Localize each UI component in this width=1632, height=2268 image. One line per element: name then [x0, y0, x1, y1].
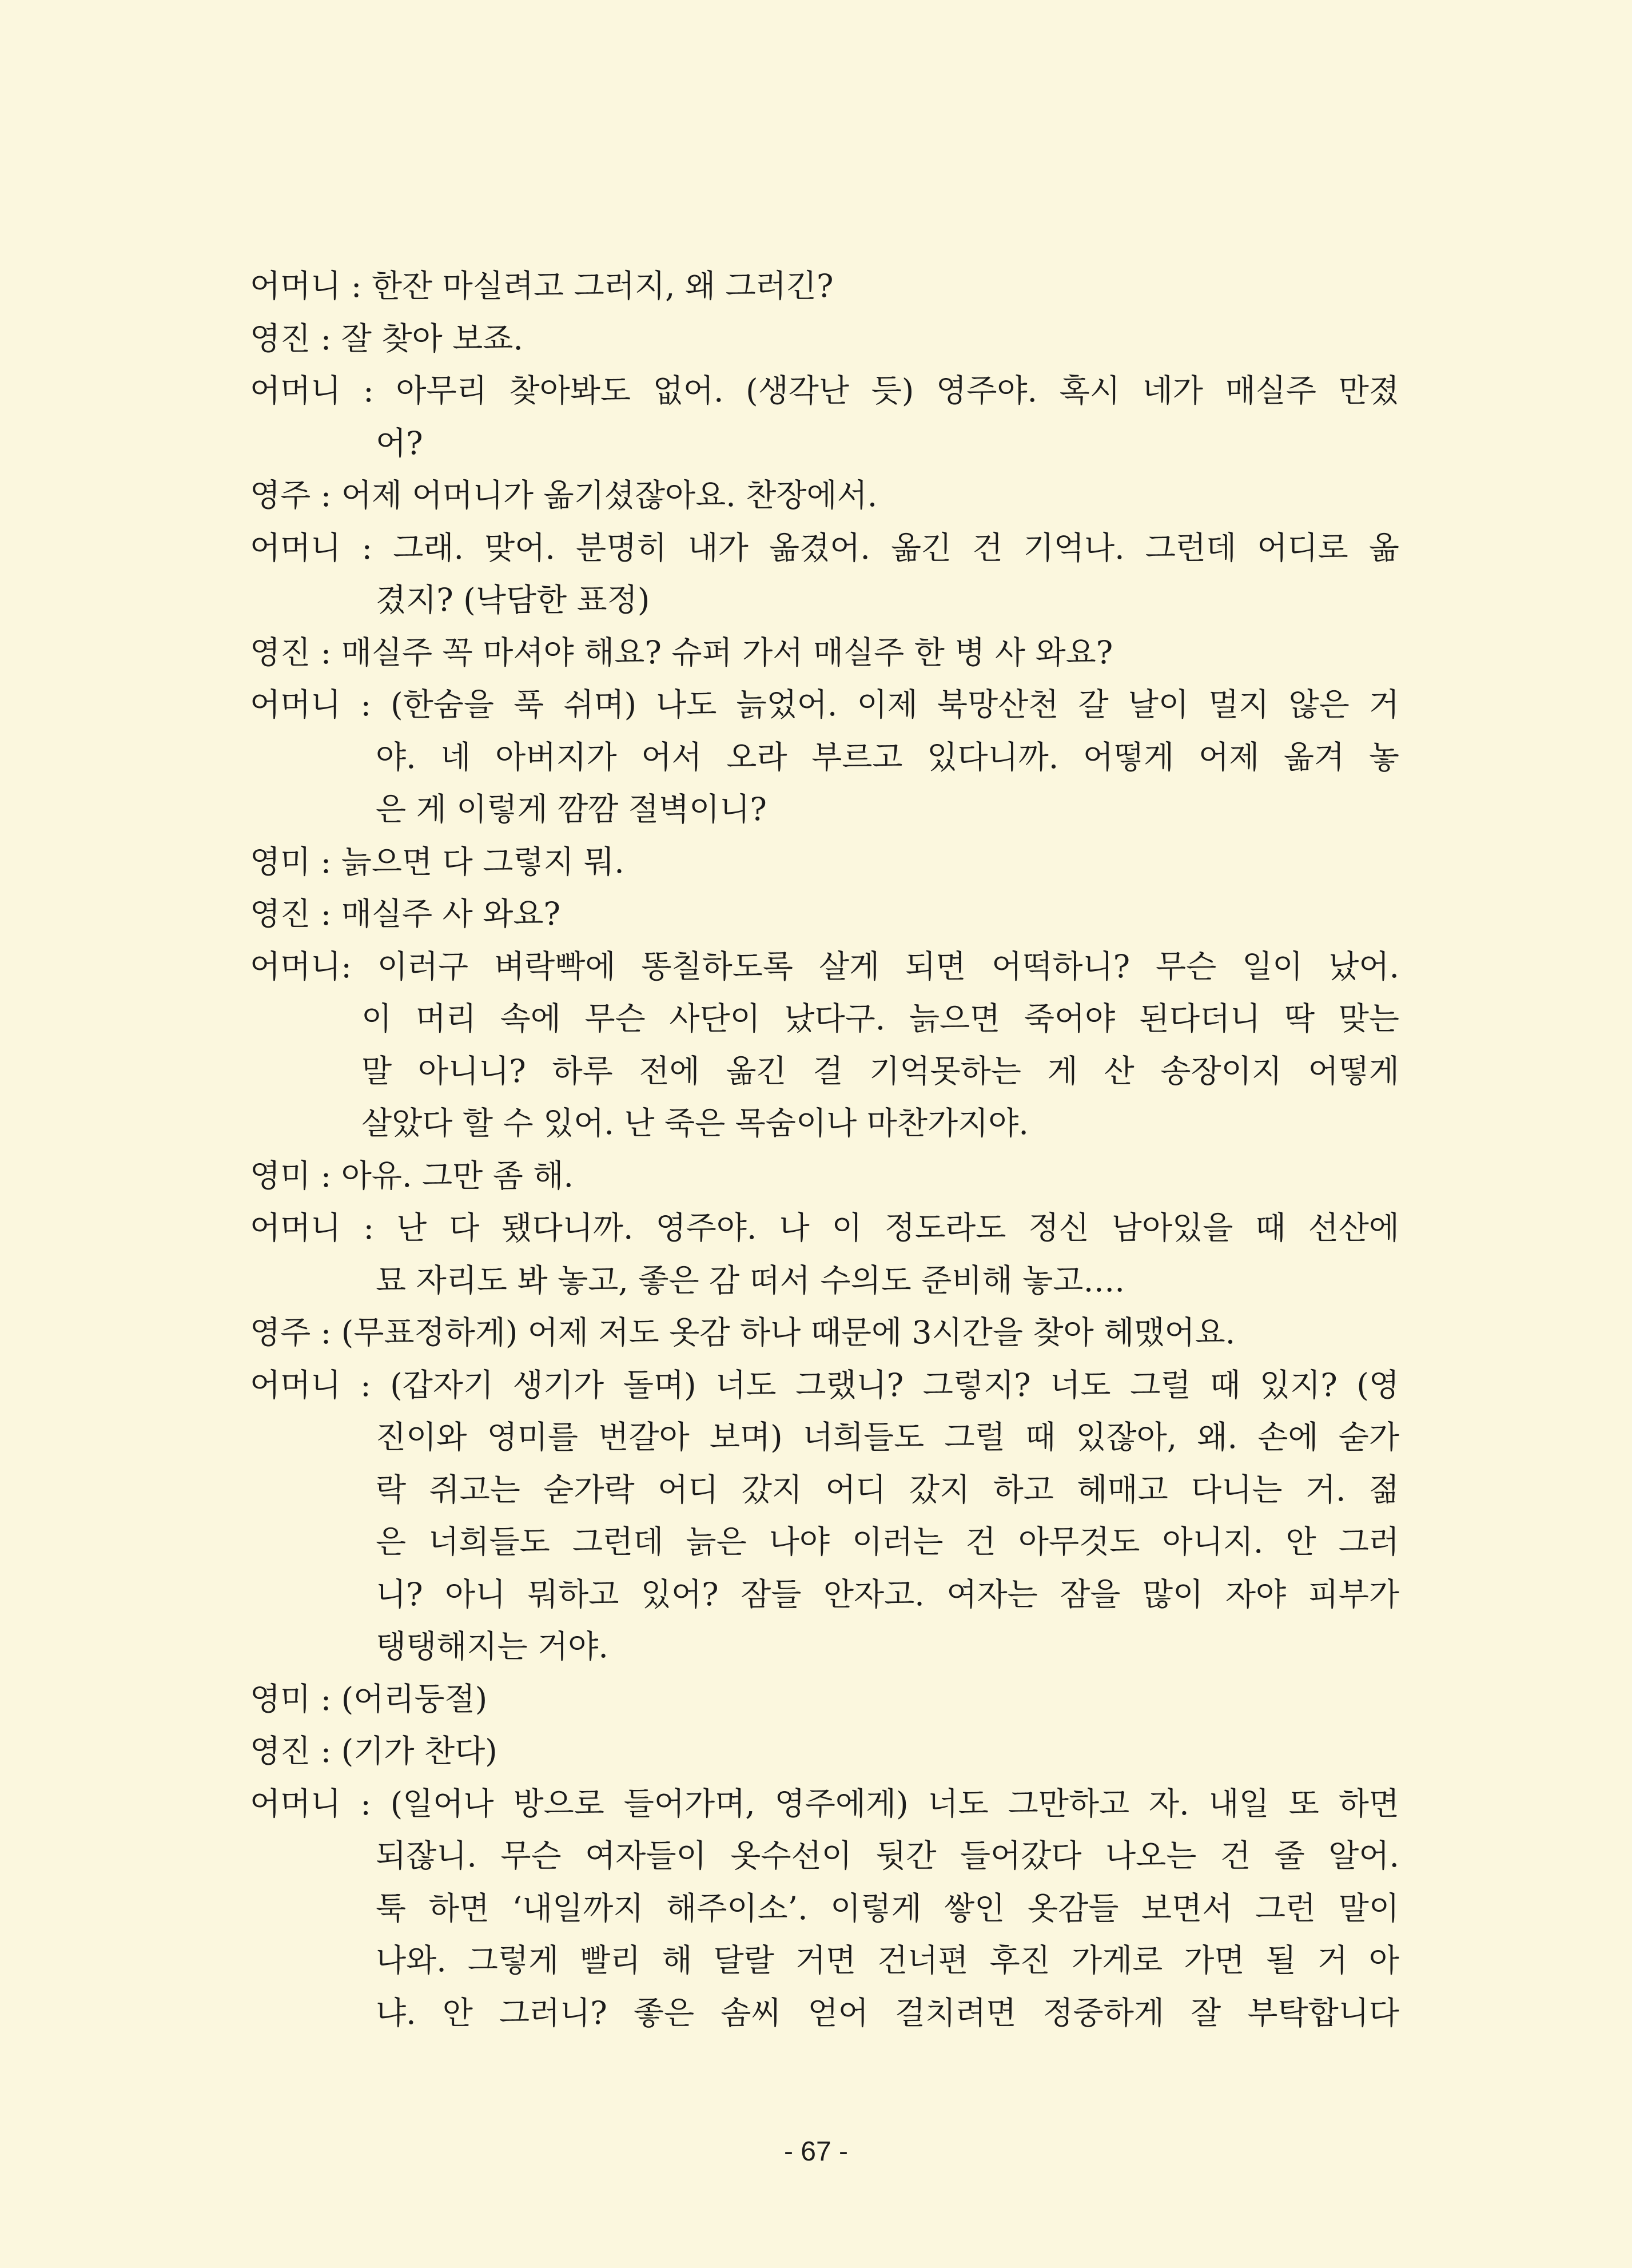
dialogue-line: 진이와 영미를 번갈아 보며) 너희들도 그럴 때 있잖아, 왜. 손에 숟가 [376, 1419, 1399, 1455]
dialogue-line: 어머니 : (일어나 방으로 들어가며, 영주에게) 너도 그만하고 자. 내일 또 하면 [250, 1785, 1399, 1822]
dialogue-line: 은 게 이렇게 깜깜 절벽이니? [376, 791, 767, 827]
script-body [250, 260, 1399, 2039]
dialogue-line: 영진 : 매실주 꼭 마셔야 해요? 슈퍼 가서 매실주 한 병 사 와요? [250, 634, 1113, 671]
dialogue-line: 말 아니니? 하루 전에 옮긴 걸 기억못하는 게 산 송장이지 어떻게 [361, 1052, 1399, 1089]
dialogue-line: 영미 : (어리둥절) [250, 1680, 488, 1717]
dialogue-line: 툭 하면 ‘내일까지 해주이소’. 이렇게 쌓인 옷감들 보면서 그런 말이 [376, 1889, 1399, 1927]
dialogue-line: 탱탱해지는 거야. [376, 1628, 608, 1665]
dialogue-line: 이 머리 속에 무슨 사단이 났다구. 늙으면 죽어야 된다더니 딱 맞는 [361, 1000, 1399, 1037]
dialogue-line: 냐. 안 그러니? 좋은 솜씨 얻어 걸치려면 정중하게 잘 부탁합니다 [376, 1994, 1399, 2031]
dialogue-line: 영주 : 어제 어머니가 옮기셨잖아요. 찬장에서. [250, 477, 878, 514]
dialogue-line: 어머니: 이러구 벼락빡에 똥칠하도록 살게 되면 어떡하니? 무슨 일이 났어. [250, 948, 1399, 985]
dialogue-line: 영진 : (기가 찬다) [250, 1733, 497, 1769]
dialogue-line: 영진 : 매실주 사 와요? [250, 896, 560, 932]
dialogue-line: 어머니 : 난 다 됐다니까. 영주야. 나 이 정도라도 정신 남아있을 때 선산에 [250, 1209, 1399, 1246]
dialogue-line: 살았다 할 수 있어. 난 죽은 목숨이나 마찬가지야. [361, 1105, 1029, 1141]
dialogue-line: 야. 네 아버지가 어서 오라 부르고 있다니까. 어떻게 어제 옮겨 놓 [376, 738, 1399, 775]
dialogue-line: 어머니 : 한잔 마실려고 그러지, 왜 그러긴? [250, 268, 834, 304]
dialogue-line: 영미 : 늙으면 다 그렇지 뭐. [250, 843, 624, 880]
dialogue-line: 락 쥐고는 숟가락 어디 갔지 어디 갔지 하고 헤매고 다니는 거. 젊 [376, 1471, 1399, 1508]
dialogue-line: 은 너희들도 그런데 늙은 나야 이러는 건 아무것도 아니지. 안 그러 [376, 1523, 1399, 1560]
dialogue-line: 어머니 : (한숨을 푹 쉬며) 나도 늙었어. 이제 북망산천 갈 날이 멀지 않은 거 [250, 686, 1399, 723]
dialogue-line: 묘 자리도 봐 놓고, 좋은 감 떠서 수의도 준비해 놓고…. [376, 1262, 1125, 1299]
dialogue-line: 되잖니. 무슨 여자들이 옷수선이 뒷간 들어갔다 나오는 건 줄 알어. [376, 1837, 1399, 1874]
dialogue-line: 나와. 그렇게 빨리 해 달랄 거면 건너편 후진 가게로 가면 될 거 아 [376, 1942, 1399, 1979]
dialogue-line: 어? [376, 424, 423, 461]
dialogue-line: 어머니 : (갑자기 생기가 돌며) 너도 그랬니? 그렇지? 너도 그럴 때 있지? (영 [250, 1366, 1399, 1403]
page-number: - 67 - [783, 2136, 849, 2167]
dialogue-line: 어머니 : 그래. 맞어. 분명히 내가 옮겼어. 옮긴 건 기억나. 그런데 어디로 옮 [250, 529, 1399, 566]
dialogue-line: 영진 : 잘 찾아 보죠. [250, 320, 523, 357]
dialogue-line: 어머니 : 아무리 찾아봐도 없어. (생각난 듯) 영주야. 혹시 네가 매실주 만졌 [250, 372, 1399, 409]
dialogue-line: 영주 : (무표정하게) 어제 저도 옷감 하나 때문에 3시간을 찾아 헤맸어요. [250, 1314, 1236, 1351]
dialogue-line: 영미 : 아유. 그만 좀 해. [250, 1157, 574, 1194]
dialogue-line: 겼지? (낙담한 표정) [376, 582, 650, 618]
dialogue-line: 니? 아니 뭐하고 있어? 잠들 안자고. 여자는 잠을 많이 자야 피부가 [376, 1575, 1399, 1613]
